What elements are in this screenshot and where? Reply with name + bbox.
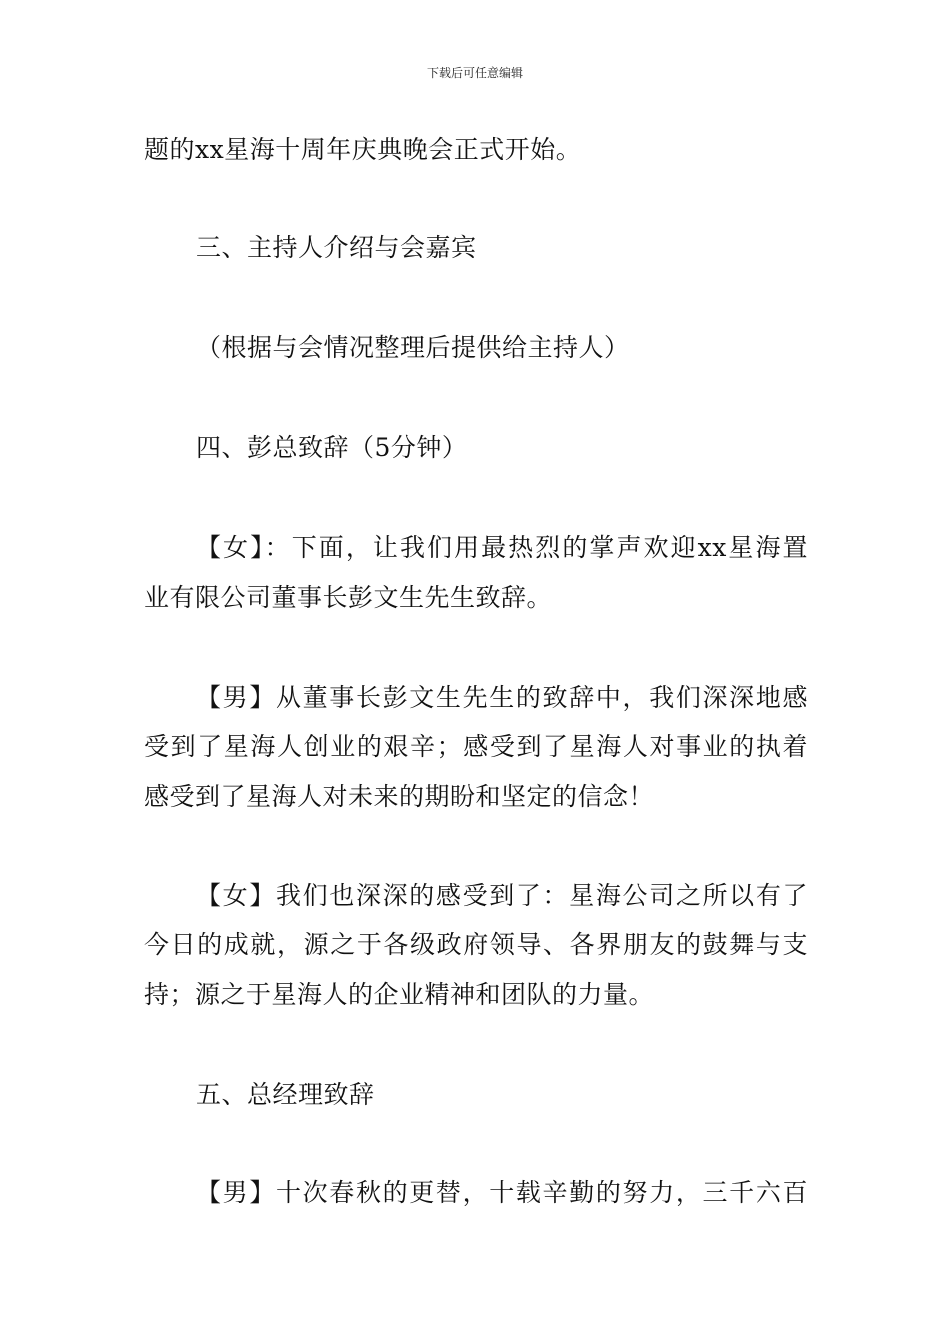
text-line: 持；源之于星海人的企业精神和团队的力量。 bbox=[144, 980, 655, 1009]
section-heading: 五、总经理致辞 bbox=[196, 1080, 375, 1109]
section-heading: 四、彭总致辞（5分钟） bbox=[196, 433, 468, 462]
text-line: 感受到了星海人对未来的期盼和坚定的信念！ bbox=[144, 782, 655, 811]
dialogue-line: 【女】：下面，让我们用最热烈的掌声欢迎xx星海置 bbox=[196, 533, 808, 562]
section-heading: 三、主持人介绍与会嘉宾 bbox=[196, 233, 477, 262]
text-line: （根据与会情况整理后提供给主持人） bbox=[196, 333, 630, 362]
text-line: 题的xx星海十周年庆典晚会正式开始。 bbox=[144, 135, 582, 164]
text-line: 业有限公司董事长彭文生先生致辞。 bbox=[144, 583, 553, 612]
text-line: 受到了星海人创业的艰辛；感受到了星海人对事业的执着 bbox=[144, 732, 808, 761]
dialogue-line: 【男】从董事长彭文生先生的致辞中，我们深深地感 bbox=[196, 683, 808, 712]
text-line: 今日的成就，源之于各级政府领导、各界朋友的鼓舞与支 bbox=[144, 930, 808, 959]
page-header: 下载后可任意编辑 bbox=[426, 66, 523, 80]
dialogue-line: 【男】十次春秋的更替，十载辛勤的努力，三千六百 bbox=[196, 1178, 808, 1207]
dialogue-line: 【女】我们也深深的感受到了：星海公司之所以有了 bbox=[196, 881, 808, 910]
